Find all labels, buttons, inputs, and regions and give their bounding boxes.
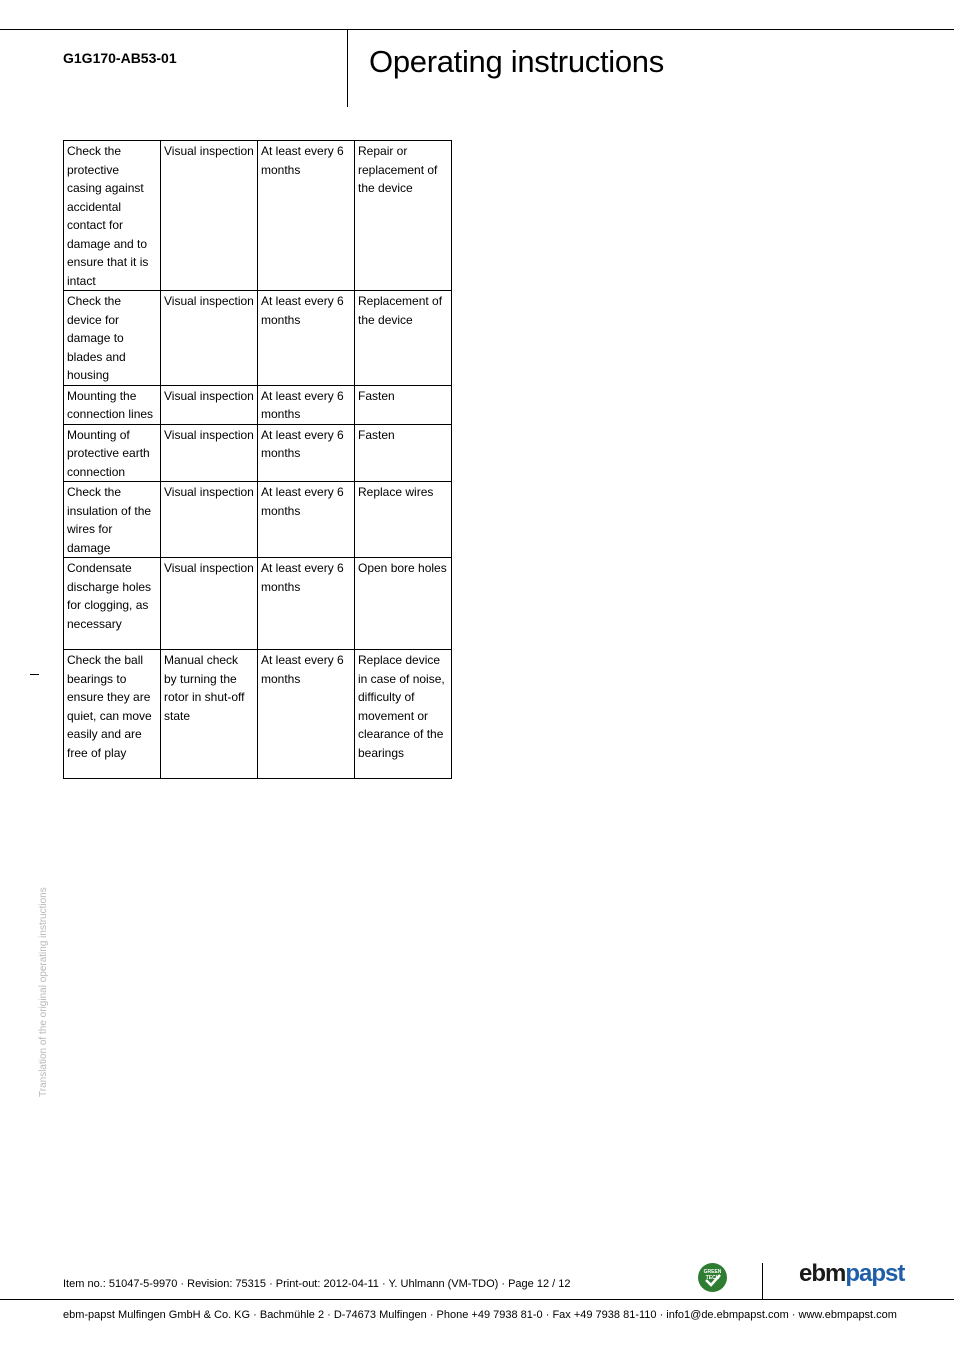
table-cell: Visual inspection [161,385,258,424]
table-cell: Check the protective casing against accidental contact for damage and to ensure that it is intact [64,141,161,291]
table-row [64,424,452,482]
table-cell: Condensate discharge holes for clogging, as necessary [64,558,161,650]
table-cell: At least every 6 months [258,291,355,386]
table-cell: Visual inspection [161,141,258,291]
ebmpapst-logo [799,1260,904,1288]
table-cell: At least every 6 months [258,424,355,482]
table-cell: Visual inspection [161,291,258,386]
table-cell: Replace wires [355,482,452,558]
table-cell: Repair or replacement of the device [355,141,452,291]
table-cell: Visual inspection [161,424,258,482]
table-cell: At least every 6 months [258,482,355,558]
maintenance-table [63,140,452,779]
table-cell: Visual inspection [161,482,258,558]
table-cell: Mounting the connection lines [64,385,161,424]
logo-part-papst: papst [845,1260,905,1287]
side-note: Translation of the original operating instructions [38,887,49,1097]
table-cell: Replacement of the device [355,291,452,386]
table-row [64,482,452,558]
page-title: Operating instructions [369,44,664,79]
item-info-line: Item no.: 51047-5-9970 · Revision: 75315 · Print-out: 2012-04-11 · Y. Uhlmann (VM-TDO) · Page 12 / 12 [63,1278,571,1290]
logo-part-ebm: ebm [799,1260,846,1287]
green-tech-badge [698,1263,727,1292]
table-cell: Replace device in case of noise, difficulty of movement or clearance of the bearings [355,650,452,779]
table-row [64,141,452,291]
table-cell: At least every 6 months [258,650,355,779]
table-cell: Mounting of protective earth connection [64,424,161,482]
table-cell: Manual check by turning the rotor in shut-off state [161,650,258,779]
table-cell: At least every 6 months [258,385,355,424]
table-cell: Fasten [355,424,452,482]
table-row [64,385,452,424]
table-cell: Fasten [355,385,452,424]
table-cell: Open bore holes [355,558,452,650]
logo-separator [762,1263,763,1299]
company-footer: ebm-papst Mulfingen GmbH & Co. KG · Bachmühle 2 · D-74673 Mulfingen · Phone +49 7938 81-0 · Fax +49 7938 81-110 · info1@de.ebmpapst.com · www.ebmpapst.com [63,1309,897,1321]
table-cell: Check the ball bearings to ensure they are quiet, can move easily and are free of play [64,650,161,779]
table-cell: Check the device for damage to blades and housing [64,291,161,386]
maintenance-table-body [64,141,452,779]
table-row [64,558,452,650]
table-cell: Visual inspection [161,558,258,650]
footer-rule [0,1299,954,1300]
table-cell: At least every 6 months [258,558,355,650]
green-tech-label: GREEN TECH [703,1269,722,1281]
header-top-rule [0,29,954,30]
margin-mark [30,674,39,675]
table-row [64,650,452,779]
table-row [64,291,452,386]
table-cell: At least every 6 months [258,141,355,291]
table-cell: Check the insulation of the wires for damage [64,482,161,558]
checkmark-icon [704,1273,722,1287]
header-divider [347,29,348,107]
model-number: G1G170-AB53-01 [63,50,177,66]
